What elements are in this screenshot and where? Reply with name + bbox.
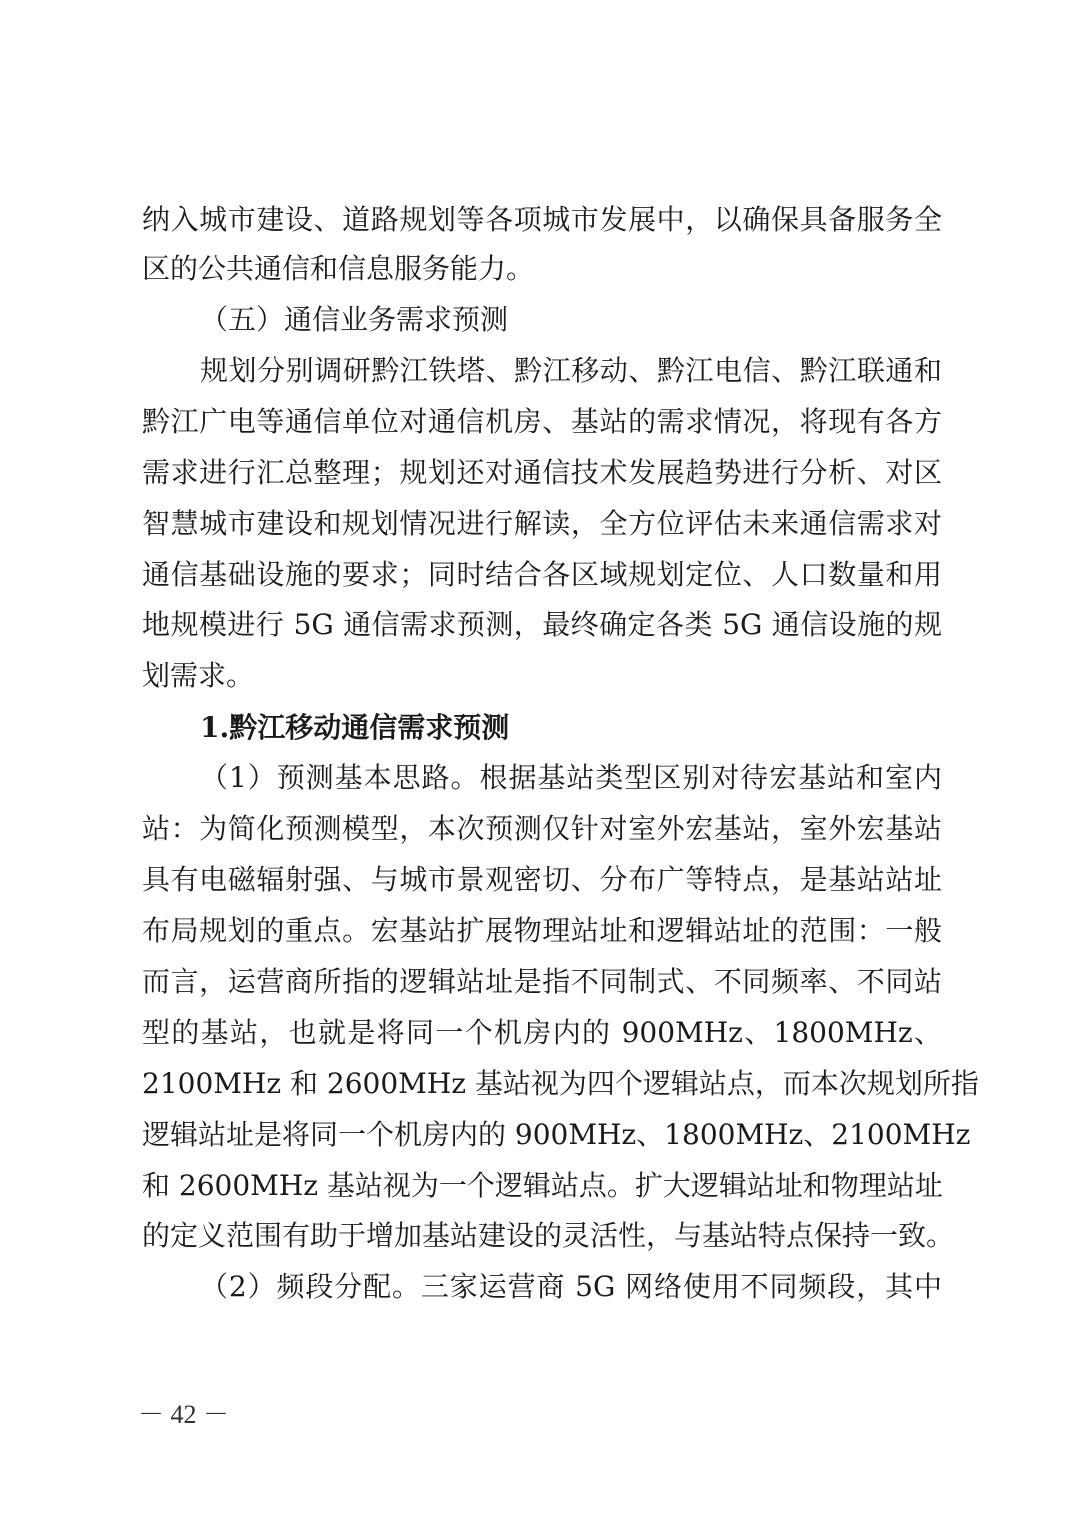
paragraph-line-8: 地规模进行 5G 通信需求预测，最终确定各类 5G 通信设施的规 — [142, 608, 942, 641]
paragraph-line-20: （2）频段分配。三家运营商 5G 网络使用不同频段，其中 — [200, 1270, 942, 1303]
paragraph-line-1: 纳入城市建设、道路规划等各项城市发展中，以确保具备服务全 — [142, 203, 942, 236]
paragraph-line-12: 具有电磁辐射强、与城市景观密切、分布广等特点，是基站站址 — [142, 863, 942, 896]
paragraph-line-14: 而言，运营商所指的逻辑站址是指不同制式、不同频率、不同站 — [142, 965, 942, 998]
page-number: － 42 － — [138, 1400, 230, 1429]
paragraph-line-2: 区的公共通信和信息服务能力。 — [142, 252, 535, 285]
paragraph-line-17: 逻辑站址是将同一个机房内的 900MHz、1800MHz、2100MHz — [142, 1118, 971, 1151]
paragraph-line-7: 通信基础设施的要求；同时结合各区域规划定位、人口数量和用 — [142, 558, 942, 591]
paragraph-line-19: 的定义范围有助于增加基站建设的灵活性，与基站特点保持一致。 — [142, 1219, 955, 1252]
paragraph-line-11: 站：为简化预测模型，本次预测仅针对室外宏基站，室外宏基站 — [142, 812, 942, 845]
paragraph-line-9: 划需求。 — [142, 659, 255, 692]
paragraph-line-16: 2100MHz 和 2600MHz 基站视为四个逻辑站点，而本次规划所指 — [142, 1067, 979, 1100]
paragraph-line-13: 布局规划的重点。宏基站扩展物理站址和逻辑站址的范围：一般 — [142, 914, 942, 947]
paragraph-line-4: 黔江广电等通信单位对通信机房、基站的需求情况，将现有各方 — [142, 405, 942, 438]
paragraph-line-5: 需求进行汇总整理；规划还对通信技术发展趋势进行分析、对区 — [142, 456, 942, 489]
paragraph-line-15: 型的基站，也就是将同一个机房内的 900MHz、1800MHz、 — [142, 1016, 942, 1049]
paragraph-line-3: 规划分别调研黔江铁塔、黔江移动、黔江电信、黔江联通和 — [200, 354, 942, 387]
paragraph-line-10: （1）预测基本思路。根据基站类型区别对待宏基站和室内 — [200, 761, 942, 794]
subsection-heading: 1.黔江移动通信需求预测 — [200, 711, 510, 744]
paragraph-line-18: 和 2600MHz 基站视为一个逻辑站点。扩大逻辑站址和物理站址 — [142, 1169, 943, 1202]
paragraph-line-6: 智慧城市建设和规划情况进行解读，全方位评估未来通信需求对 — [142, 507, 942, 540]
section-heading: （五）通信业务需求预测 — [200, 303, 509, 336]
